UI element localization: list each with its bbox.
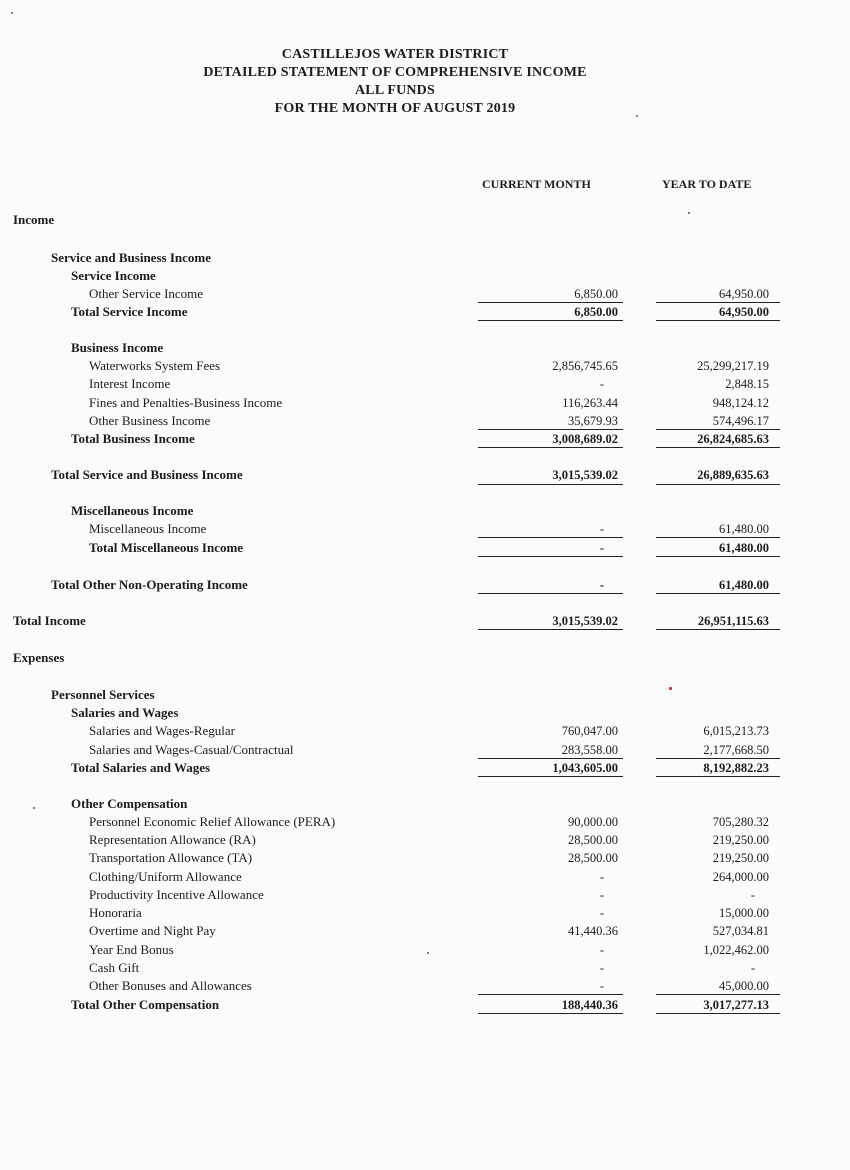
current-month-value: - [599,888,604,902]
total-rule [656,484,780,485]
row-label: Overtime and Night Pay [89,923,216,938]
year-to-date-value: 264,000.00 [712,870,769,884]
row-label: Productivity Incentive Allowance [89,887,264,902]
row-label: Interest Income [89,376,171,391]
year-to-date-value: 948,124.12 [712,396,769,410]
table-row [0,412,850,430]
year-to-date-value: 219,250.00 [712,851,769,865]
current-month-value: 35,679.93 [568,414,618,428]
scan-speck [669,687,672,690]
scan-speck [427,952,429,954]
row-label: Other Service Income [89,286,204,301]
year-to-date-value: 1,022,462.00 [703,943,769,957]
row-label: Business Income [71,340,164,355]
total-rule [478,776,623,777]
current-month-value: 90,000.00 [568,815,618,829]
row-label: Other Bonuses and Allowances [89,978,252,993]
current-month-value: 283,558.00 [561,743,618,757]
year-to-date-value: 61,480.00 [719,578,769,592]
total-rule [478,593,623,594]
table-row [0,612,850,630]
total-rule [656,556,780,557]
table-row [0,795,850,813]
current-month-value: 760,047.00 [561,724,618,738]
year-to-date-value: 61,480.00 [719,522,769,536]
row-label: Clothing/Uniform Allowance [89,869,242,884]
current-month-value: - [599,522,604,536]
current-month-value: 6,850.00 [574,287,618,301]
row-label: Salaries and Wages [71,705,179,720]
row-label: Cash Gift [89,960,140,975]
year-to-date-value: 45,000.00 [719,979,769,993]
year-to-date-value: 3,017,277.13 [703,998,769,1012]
row-label: Fines and Penalties-Business Income [89,395,283,410]
table-row [0,285,850,303]
table-row [0,996,850,1014]
table-row [0,722,850,740]
table-row [0,904,850,922]
table-row [0,430,850,448]
scan-speck [636,115,638,117]
statement-title: DETAILED STATEMENT OF COMPREHENSIVE INCOME [203,65,587,80]
current-month-value: 3,015,539.02 [552,614,618,628]
year-to-date-value: 2,177,668.50 [703,743,769,757]
current-month-value: - [599,979,604,993]
current-month-value: 6,850.00 [574,305,618,319]
total-rule [478,556,623,557]
row-label: Representation Allowance (RA) [89,832,256,847]
year-to-date-value: 26,951,115.63 [697,614,769,628]
table-row [0,813,850,831]
year-to-date-value: 26,824,685.63 [697,432,769,446]
total-rule [656,447,780,448]
current-month-value: - [599,961,604,975]
row-label: Total Business Income [71,431,195,446]
row-label: Total Service and Business Income [51,467,243,482]
table-row [0,576,850,594]
total-rule [656,1013,780,1014]
table-row [0,357,850,375]
year-to-date-value: 15,000.00 [719,906,769,920]
total-rule [656,537,780,538]
statement-period: FOR THE MONTH OF AUGUST 2019 [274,101,516,116]
table-row [0,375,850,393]
current-month-value: - [599,870,604,884]
row-label: Other Business Income [89,413,211,428]
total-rule [478,447,623,448]
current-month-value: - [599,906,604,920]
current-month-value: 41,440.36 [568,924,618,938]
table-row [0,520,850,538]
row-label: Service and Business Income [51,250,211,265]
row-label: Total Miscellaneous Income [89,540,244,555]
table-row [0,394,850,412]
district-name: CASTILLEJOS WATER DISTRICT [281,47,509,62]
row-label: Other Compensation [71,796,188,811]
total-rule [656,593,780,594]
scan-speck [11,12,13,14]
current-month-value: 116,263.44 [562,396,618,410]
row-label: Total Other Non-Operating Income [51,577,248,592]
row-label: Salaries and Wages-Regular [89,723,235,738]
row-label: Miscellaneous Income [89,521,207,536]
year-to-date-value: 64,950.00 [719,305,769,319]
total-rule [478,537,623,538]
table-row [0,741,850,759]
total-rule [478,629,623,630]
row-label: Expenses [13,650,65,665]
table-row [0,922,850,940]
row-label: Service Income [71,268,156,283]
table-row [0,539,850,557]
row-label: Total Service Income [71,304,188,319]
column-header-year-to-date: YEAR TO DATE [662,177,752,191]
year-to-date-value: 574,496.17 [712,414,769,428]
year-to-date-value: 527,034.81 [712,924,769,938]
table-row [0,686,850,704]
table-row [0,886,850,904]
year-to-date-value: 61,480.00 [719,541,769,555]
row-label: Total Salaries and Wages [71,760,211,775]
year-to-date-value: - [750,961,755,975]
row-label: Salaries and Wages-Casual/Contractual [89,742,294,757]
table-row [0,868,850,886]
current-month-value: 28,500.00 [568,851,618,865]
row-label: Personnel Services [51,687,155,702]
current-month-value: 28,500.00 [568,833,618,847]
row-label: Honoraria [89,905,142,920]
table-row [0,831,850,849]
row-label: Waterworks System Fees [89,358,221,373]
total-rule [478,484,623,485]
year-to-date-value: 25,299,217.19 [697,359,769,373]
total-rule [656,994,780,995]
table-row [0,211,850,229]
table-row [0,649,850,667]
current-month-value: - [599,578,604,592]
table-row [0,303,850,321]
fund-scope: ALL FUNDS [355,83,435,98]
table-row [0,339,850,357]
total-rule [656,629,780,630]
current-month-value: 188,440.36 [561,998,618,1012]
year-to-date-value: 2,848.15 [725,377,769,391]
total-rule [478,320,623,321]
row-label: Total Other Compensation [71,997,220,1012]
table-row [0,849,850,867]
year-to-date-value: - [750,888,755,902]
statement-header [0,46,790,118]
table-row [0,977,850,995]
current-month-value: - [599,377,604,391]
current-month-value: - [599,943,604,957]
table-row [0,704,850,722]
current-month-value: 2,856,745.65 [552,359,618,373]
total-rule [478,1013,623,1014]
total-rule [656,320,780,321]
row-label: Transportation Allowance (TA) [89,850,253,865]
year-to-date-value: 6,015,213.73 [703,724,769,738]
column-header-current-month: CURRENT MONTH [482,177,591,191]
table-row [0,759,850,777]
year-to-date-value: 219,250.00 [712,833,769,847]
row-label: Income [13,212,55,227]
year-to-date-value: 8,192,882.23 [703,761,769,775]
current-month-value: 3,015,539.02 [552,468,618,482]
table-row [0,466,850,484]
table-row [0,959,850,977]
scan-speck [33,807,35,809]
row-label: Total Income [13,613,86,628]
scan-speck [688,212,690,214]
total-rule [656,776,780,777]
year-to-date-value: 26,889,635.63 [697,468,769,482]
table-row [0,941,850,959]
table-row [0,267,850,285]
row-label: Miscellaneous Income [71,503,194,518]
table-row [0,502,850,520]
row-label: Year End Bonus [89,942,174,957]
current-month-value: - [599,541,604,555]
row-label: Personnel Economic Relief Allowance (PERA) [89,814,336,829]
year-to-date-value: 64,950.00 [719,287,769,301]
current-month-value: 1,043,605.00 [552,761,618,775]
year-to-date-value: 705,280.32 [712,815,769,829]
current-month-value: 3,008,689.02 [552,432,618,446]
total-rule [478,994,623,995]
table-row [0,249,850,267]
